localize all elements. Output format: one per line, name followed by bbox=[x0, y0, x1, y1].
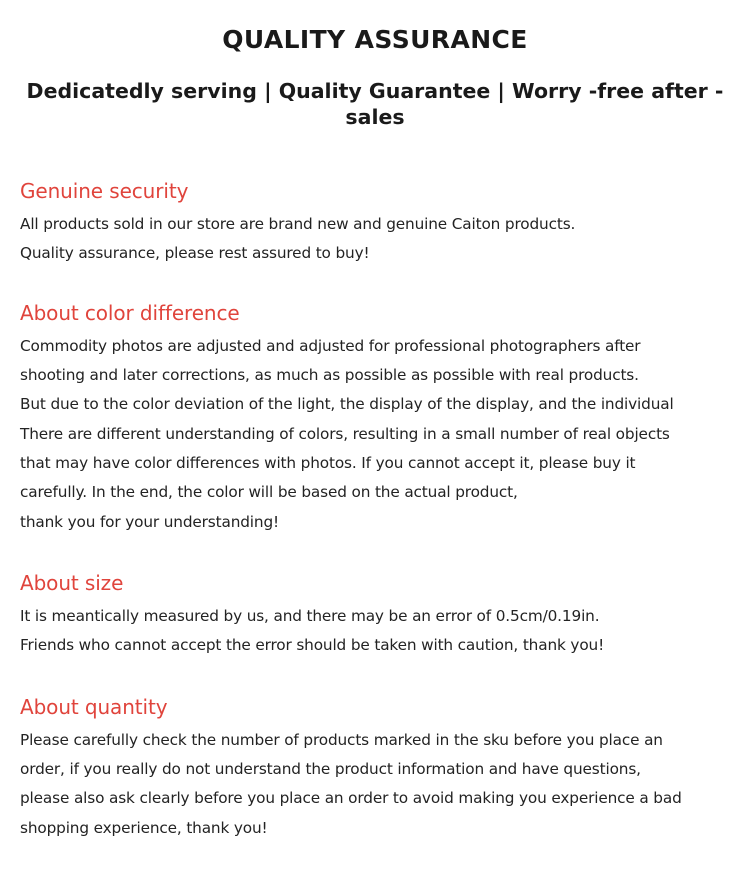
body-line: thank you for your understanding! bbox=[20, 512, 279, 531]
section-genuine-security bbox=[20, 179, 730, 269]
body-line: that may have color differences with photos. If you cannot accept it, please buy it bbox=[20, 453, 636, 472]
body-line: Commodity photos are adjusted and adjusted for professional photographers after bbox=[20, 336, 641, 355]
body-line: please also ask clearly before you place an order to avoid making you experience a bad bbox=[20, 789, 682, 808]
body-line: There are different understanding of colors, resulting in a small number of real objects bbox=[20, 424, 670, 443]
section-heading: Genuine security bbox=[20, 178, 189, 203]
page-subtitle: Dedicatedly serving | Quality Guarantee | Worry -free after -sales bbox=[26, 78, 724, 130]
section-body bbox=[20, 602, 730, 661]
section-about-size bbox=[20, 571, 730, 661]
body-line: Friends who cannot accept the error should be taken with caution, thank you! bbox=[20, 636, 605, 655]
section-heading: About quantity bbox=[20, 694, 168, 719]
body-line: But due to the color deviation of the light, the display of the display, and the individual bbox=[20, 395, 674, 414]
section-body bbox=[20, 726, 730, 843]
section-heading: About color difference bbox=[20, 300, 240, 325]
section-heading: About size bbox=[20, 571, 124, 596]
body-line: Quality assurance, please rest assured to buy! bbox=[20, 244, 370, 263]
body-line: order, if you really do not understand the product information and have questions, bbox=[20, 760, 641, 779]
body-line: All products sold in our store are brand new and genuine Caiton products. bbox=[20, 214, 576, 233]
body-line: shooting and later corrections, as much as possible as possible with real products. bbox=[20, 365, 639, 384]
section-about-color-difference bbox=[20, 301, 730, 538]
body-line: It is meantically measured by us, and there may be an error of 0.5cm/0.19in. bbox=[20, 607, 600, 626]
body-line: shopping experience, thank you! bbox=[20, 818, 268, 837]
section-about-quantity bbox=[20, 695, 730, 843]
body-line: carefully. In the end, the color will be based on the actual product, bbox=[20, 483, 518, 502]
body-line: Please carefully check the number of products marked in the sku before you place an bbox=[20, 730, 663, 749]
page-title: QUALITY ASSURANCE bbox=[222, 25, 528, 54]
section-body bbox=[20, 332, 730, 538]
section-body bbox=[20, 210, 730, 269]
